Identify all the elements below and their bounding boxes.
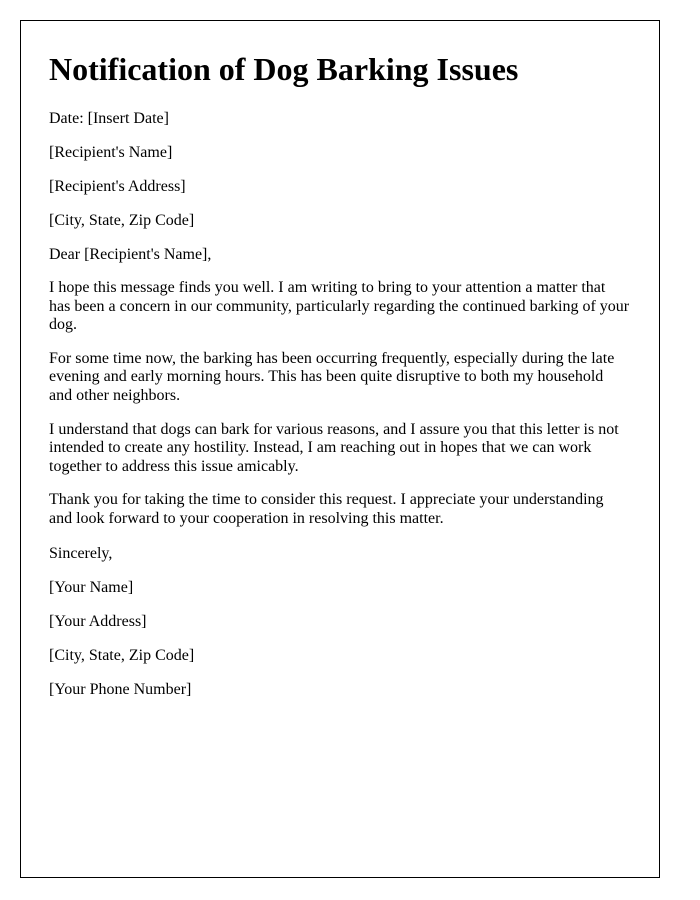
body-paragraph-1: I hope this message finds you well. I am writing to bring to your attention a matter that has been a concern in our community, particularly regarding the continued barking of your dog. (49, 279, 630, 334)
letter-title: Notification of Dog Barking Issues (49, 51, 519, 87)
closing: Sincerely, (49, 544, 113, 562)
body-paragraph-3: I understand that dogs can bark for various reasons, and I assure you that this letter is not intended to create any hostility. Instead, I am reaching out in hopes that we can work together to address this issue amicably. (49, 420, 619, 475)
recipient-name: [Recipient's Name] (49, 144, 173, 161)
letter-date: Date: [Insert Date] (49, 110, 169, 127)
sender-name: [Your Name] (49, 578, 134, 596)
sender-city-state-zip: [City, State, Zip Code] (49, 646, 195, 664)
recipient-address: [Recipient's Address] (49, 178, 186, 195)
recipient-city-state-zip: [City, State, Zip Code] (49, 212, 195, 229)
letter-page (20, 20, 660, 878)
sender-address: [Your Address] (49, 612, 147, 630)
body-paragraph-4: Thank you for taking the time to consider this request. I appreciate your understanding and look forward to your cooperation in resolving this matter. (49, 491, 604, 527)
sender-phone: [Your Phone Number] (49, 680, 192, 698)
body-paragraph-2: For some time now, the barking has been occurring frequently, especially during the late evening and early morning hours. This has been quite disruptive to both my household and other neighbors. (49, 349, 615, 404)
salutation: Dear [Recipient's Name], (49, 246, 212, 263)
